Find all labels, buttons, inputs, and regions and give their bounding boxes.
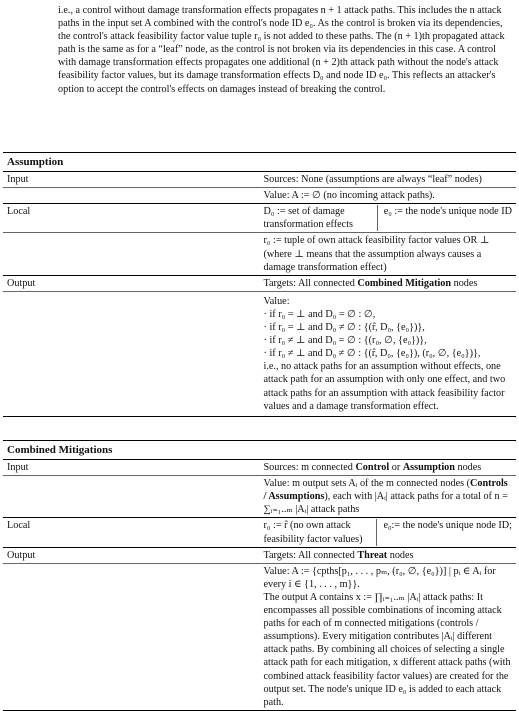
assumption-input-value: Value: A := ∅ (no incoming attack paths). xyxy=(260,188,517,204)
intro-paragraph xyxy=(58,4,510,96)
targets-node-type: Combined Mitigation xyxy=(357,277,452,289)
assumption-output-targets xyxy=(260,275,517,291)
assumption-output-explanation: i.e., no attack paths for an assumption without effects, one attack path for an assumption with only one effect, and two attack paths for an assumption with attack feasibility factor values and a damage transformation effect. xyxy=(263,361,506,412)
assumption-case-3: · if r₀ ≠ ⊥ and D₀ = ∅ : {(r₀, ∅, {e₀})}, xyxy=(263,335,427,347)
combined-input-value xyxy=(260,476,517,518)
assumption-case-1: · if r₀ = ⊥ and D₀ = ∅ : ∅, xyxy=(263,308,376,320)
input-value-a: Value: m output sets Aᵢ of the m connected nodes ( xyxy=(263,478,471,490)
assumption-local-d0: D₀ := set of damage transformation effects xyxy=(263,206,353,231)
assumption-output-label: Output xyxy=(3,275,260,291)
intro-text: i.e., a control without damage transformation effects propagates n + 1 attack paths. This includes the n attack paths in the input set A combined with the control's node ID e₀. As the control is broken via its dependencies, the control's attack feasibility factor value tuple r₀ is not added to these paths. The (n + 1)th propagated attack path is the same as for a “leaf” node, as the control is not broken via its dependencies in this case. A control with damage transformation effects propagates one additional (n + 2)th attack path without the node's attack feasibility factor values, but its damage transformation effects D₀ and node ID e₀. This reflects an attacker's option to accept the control's effects on damages instead of breaking the control. xyxy=(58,5,505,95)
assumption-output-value-label: Value: xyxy=(263,295,290,307)
combined-output-value: Value: A := {cpths[p₁, . . . , pₘ, (r₀, ∅, {e₀})] | pᵢ ∈ Aᵢ for every i ∈ {1, . . . , m}}. xyxy=(263,565,496,590)
assumption-table xyxy=(3,152,516,417)
assumption-case-2: · if r₀ = ⊥ and D₀ ≠ ∅ : {(r̂, D₀, {e₀})}, xyxy=(263,322,425,334)
sources-assumption: Assumption xyxy=(402,462,455,474)
targets-prefix: Targets: All connected xyxy=(263,549,358,561)
combined-output-targets xyxy=(260,547,517,563)
combined-title: Combined Mitigations xyxy=(3,441,516,460)
assumption-case-4: · if r₀ ≠ ⊥ and D₀ ≠ ∅ : {(r̂, D₀, {e₀}), (r₀, ∅, {e₀})}, xyxy=(263,348,481,360)
targets-prefix: Targets: All connected xyxy=(263,277,358,289)
combined-local-r0: r₀ := r̂ (no own attack feasibility factor values) xyxy=(263,520,363,545)
targets-node-type: Threat xyxy=(357,549,388,561)
assumption-local-split xyxy=(264,205,513,231)
combined-local-label: Local xyxy=(3,518,260,547)
assumption-local-r0-line1: r₀ := tuple of own attack feasibility factor values OR ⊥ xyxy=(263,235,490,247)
targets-suffix: nodes xyxy=(387,549,414,561)
assumption-local-label: Local xyxy=(3,204,260,233)
combined-local-split xyxy=(264,519,513,545)
assumption-title: Assumption xyxy=(3,153,516,172)
assumption-local-r0-line2: (where ⊥ means that the assumption always causes a damage transformation effect) xyxy=(263,248,482,273)
assumption-input-label: Input xyxy=(3,172,260,188)
combined-input-sources xyxy=(260,460,517,476)
combined-mitigations-table xyxy=(3,440,516,711)
combined-input-label: Input xyxy=(3,460,260,476)
combined-output-explanation: The output A contains x := ∏ᵢ₌₁..ₘ |Aᵢ| attack paths: It encompasses all possible combinations of incoming attack paths for each of m connected mitigations (controls / assumptions). Every mitigation contributes |Aᵢ| different attack paths. By combining all choices of selecting a single attack path for each mitigation, x different attack paths (with combined attack feasibility factor values) are created for the output set. The node's unique ID e₀ is added to each attack path. xyxy=(263,591,511,708)
sources-or: or xyxy=(389,462,403,474)
sources-suffix: nodes xyxy=(454,462,482,474)
input-value-node-types: Controls / Assumptions xyxy=(263,478,508,503)
assumption-output-cases xyxy=(264,308,513,360)
sources-prefix: Sources: m connected xyxy=(263,462,356,474)
input-value-b: ), each with |Aᵢ| attack paths for a total of n = ∑ᵢ₌₁..ₘ |Aᵢ| attack paths xyxy=(263,491,508,516)
sources-control: Control xyxy=(355,462,390,474)
targets-suffix: nodes xyxy=(451,277,478,289)
combined-local-e0: e₀:= the node's unique node ID; xyxy=(376,519,512,545)
assumption-input-sources: Sources: None (assumptions are always “leaf” nodes) xyxy=(260,172,517,188)
assumption-local-e0: e₀ := the node's unique node ID xyxy=(377,205,512,231)
combined-output-label: Output xyxy=(3,547,260,563)
